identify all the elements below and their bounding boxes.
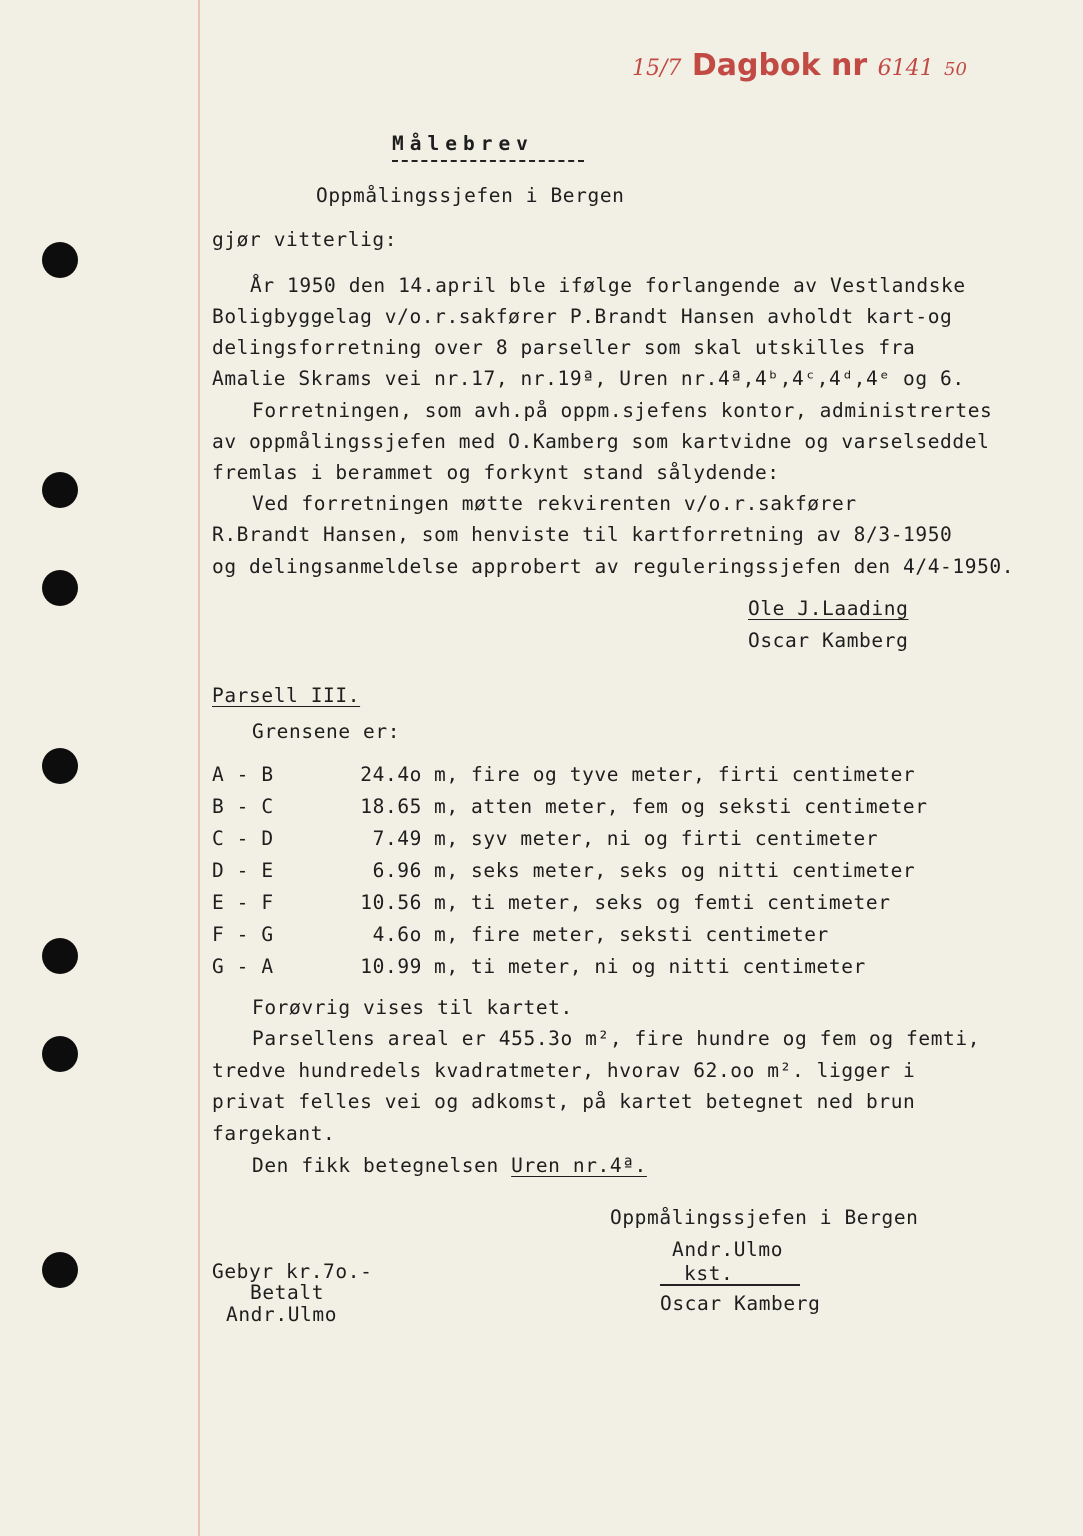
margin-line: [198, 0, 200, 1536]
designation: Uren nr.4ª.: [511, 1154, 647, 1177]
intro: gjør vitterlig:: [212, 228, 398, 251]
paragraph-line: og delingsanmeldelse approbert av reguleringssjefen den 4/4-1950.: [212, 555, 1015, 578]
closing-sign: kst.: [684, 1262, 734, 1285]
punch-hole: [42, 242, 78, 278]
boundary-points: F - G: [212, 923, 274, 946]
closing-sign: Andr.Ulmo: [672, 1238, 784, 1261]
parcel-title: Parsell III.: [212, 684, 361, 707]
punch-hole: [42, 570, 78, 606]
boundaries-label: Grensene er:: [252, 720, 401, 743]
boundary-text: m, fire og tyve meter, firti centimeter: [434, 763, 916, 786]
area-line: Parsellens areal er 455.3o m², fire hundre og fem og femti,: [252, 1027, 981, 1050]
boundary-row: [212, 829, 878, 849]
stamp-date: 15/7: [632, 56, 682, 81]
boundary-points: E - F: [212, 891, 274, 914]
boundary-row: [212, 861, 915, 881]
punch-hole: [42, 472, 78, 508]
boundary-row: [212, 765, 915, 785]
boundary-text: m, seks meter, seks og nitti centimeter: [434, 859, 916, 882]
paragraph-line: fremlas i berammet og forkynt stand sålydende:: [212, 461, 780, 484]
boundary-points: C - D: [212, 827, 274, 850]
punch-hole: [42, 748, 78, 784]
boundary-length: 4.6o: [372, 923, 422, 946]
signature-rule: [660, 1284, 800, 1286]
boundary-points: A - B: [212, 763, 274, 786]
paragraph-line: Forretningen, som avh.på oppm.sjefens kontor, administrertes: [252, 399, 993, 422]
fee-line: Gebyr kr.7o.-: [212, 1260, 373, 1283]
diary-stamp: [632, 48, 967, 83]
boundary-text: m, ti meter, ni og nitti centimeter: [434, 955, 866, 978]
title-rule: [392, 160, 584, 162]
signature-name: Oscar Kamberg: [748, 629, 909, 652]
paragraph-line: Boligbyggelag v/o.r.sakfører P.Brandt Hansen avholdt kart-og: [212, 305, 953, 328]
area-line: tredve hundredels kvadratmeter, hvorav 62.oo m². ligger i: [212, 1059, 916, 1082]
boundary-text: m, ti meter, seks og femti centimeter: [434, 891, 891, 914]
boundary-text: m, fire meter, seksti centimeter: [434, 923, 829, 946]
issuer: Oppmålingssjefen i Bergen: [316, 184, 625, 207]
boundary-length: 10.56: [360, 891, 422, 914]
paragraph-line: Amalie Skrams vei nr.17, nr.19ª, Uren nr.4ª,4ᵇ,4ᶜ,4ᵈ,4ᵉ og 6.: [212, 367, 965, 390]
boundary-row: [212, 893, 891, 913]
paragraph-line: delingsforretning over 8 parseller som skal utskilles fra: [212, 336, 916, 359]
boundary-points: D - E: [212, 859, 274, 882]
punch-hole: [42, 938, 78, 974]
boundary-points: B - C: [212, 795, 274, 818]
boundary-text: m, syv meter, ni og firti centimeter: [434, 827, 879, 850]
designation-prefix: Den fikk betegnelsen: [252, 1154, 499, 1177]
signature-name: Ole J.Laading: [748, 597, 909, 620]
punch-hole: [42, 1036, 78, 1072]
stamp-year: 50: [944, 59, 967, 80]
paragraph-line: av oppmålingssjefen med O.Kamberg som kartvidne og varselseddel: [212, 430, 990, 453]
boundary-length: 18.65: [360, 795, 422, 818]
paragraph-line: Ved forretningen møtte rekvirenten v/o.r.sakfører: [252, 492, 857, 515]
document-title: Målebrev: [392, 132, 534, 155]
boundary-text: m, atten meter, fem og seksti centimeter: [434, 795, 928, 818]
fee-line: Andr.Ulmo: [226, 1303, 338, 1326]
boundary-row: [212, 797, 928, 817]
paragraph-line: År 1950 den 14.april ble ifølge forlangende av Vestlandske: [250, 274, 966, 297]
boundary-row: [212, 925, 829, 945]
boundary-length: 10.99: [360, 955, 422, 978]
boundary-length: 7.49: [372, 827, 422, 850]
remark: Forøvrig vises til kartet.: [252, 996, 573, 1019]
boundary-row: [212, 957, 866, 977]
area-line: privat felles vei og adkomst, på kartet betegnet ned brun: [212, 1090, 916, 1113]
boundary-length: 24.4o: [360, 763, 422, 786]
punch-hole: [42, 1252, 78, 1288]
area-line: fargekant.: [212, 1122, 336, 1145]
stamp-number: 6141: [877, 56, 934, 81]
designation-line: [252, 1156, 647, 1176]
closing-issuer: Oppmålingssjefen i Bergen: [610, 1206, 919, 1229]
fee-line: Betalt: [250, 1281, 325, 1304]
closing-sign: Oscar Kamberg: [660, 1292, 821, 1315]
boundary-length: 6.96: [372, 859, 422, 882]
paragraph-line: R.Brandt Hansen, som henviste til kartforretning av 8/3-1950: [212, 523, 953, 546]
stamp-label: Dagbok nr: [691, 48, 868, 83]
boundary-points: G - A: [212, 955, 274, 978]
